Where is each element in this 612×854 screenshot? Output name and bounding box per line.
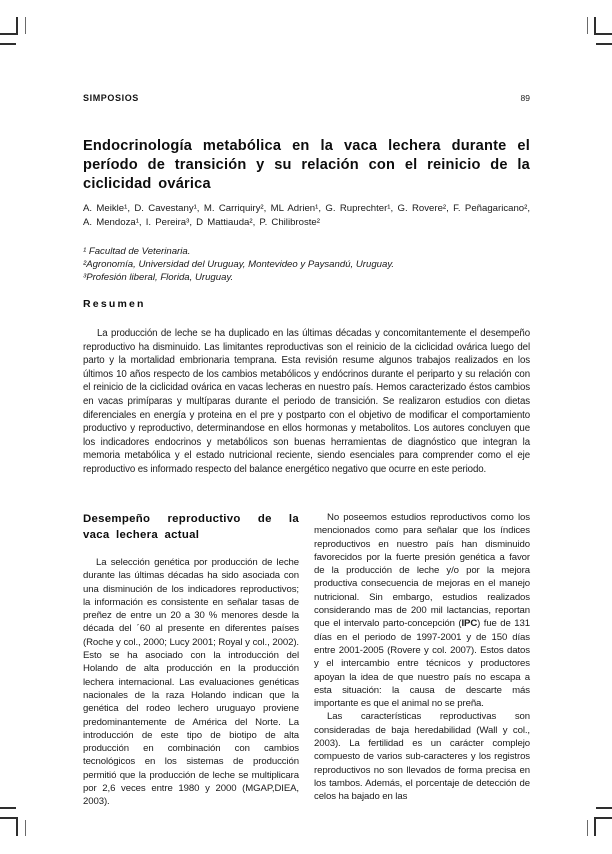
crop-mark-top-right bbox=[596, 43, 612, 45]
crop-mark-bottom-left bbox=[0, 807, 16, 809]
crop-mark-bottom-left bbox=[25, 820, 26, 836]
abstract-heading: Resumen bbox=[83, 298, 146, 310]
section-label: SIMPOSIOS bbox=[83, 93, 139, 103]
paragraph-segment: ) fue de 131 días en el periodo de 1997-2001 y de 150 días entre 2001-2005 (Rovere y col. 2007). Estos datos y el intercambio entre técnicos y productores apoyan la idea de que nuestro país no escapa a esta situación: la causa de descarte más importante es que el animal no se preña. bbox=[314, 618, 530, 710]
affiliation-line: ¹ Facultad de Veterinaria. bbox=[83, 246, 191, 257]
affiliations bbox=[83, 245, 530, 284]
abstract-text: La producción de leche se ha duplicado en las últimas décadas y concomitantemente el desempeño reproductivo ha disminuido. Las limitantes reproductivas son el reinicio de la ciclicidad ovárica luego del parto y la mortalidad embrionaria temprana. Esta revisión resume algunos trabajos realizados en los últimos 10 años respecto de los cambios metabólicos y endócrinos durante el periparto y su relación con el reinicio de la ciclicidad ovárica en vacas lecheras en nuestro país. Hemos caracterizado éstos cambios en vacas primíparas y multíparas durante el periodo de transición. Se realizaron estudios con dietas diferenciales en energía y proteina en el pre y postparto con el objetivo de modificar el comportamiento productivo y reproductivo, determinandose en ellos hormonas y metabolitos. Los autores concluyen que los indicadores endocrinos y metabólicos son buenas herramientas de diagnóstico que integran la memoria metabólica y el estado nutricional reciente, siendo esenciales para comprender como el eje reproductivo es informado respecto del balance energético negativo que ocurre en este periodo. bbox=[83, 328, 530, 475]
crop-mark-bottom-left bbox=[0, 817, 17, 819]
body-columns bbox=[83, 511, 530, 809]
section-heading: Desempeño reproductivo de la vaca lechera actual bbox=[83, 513, 299, 541]
crop-mark-bottom-right bbox=[595, 817, 612, 819]
column-left bbox=[83, 511, 299, 809]
crop-mark-top-right bbox=[595, 33, 612, 35]
crop-mark-bottom-left bbox=[16, 817, 18, 836]
ipc-abbreviation: IPC bbox=[461, 618, 478, 630]
paragraph: La selección genética por producción de leche durante las últimas décadas ha sido asociada con una disminución de los indicadores reproductivos; la información es consistente en señalar tasas de preñez de entre un 20 a 30 % menores desde la década del ´60 al presente en diferentes países (Roche y col., 2000; Lucy 2001; Royal y col., 2002). Esto se ha asociado con la introducción del Holando de alta producción en la producción lechera internacional. Las evaluaciones genéticas nacionales de la raza Holando indican que la genética del rodeo lechero uruguayo proviene predominantemente de América del Norte. La introducción de este tipo de biotipo de alta producción en combinación con cambios tecnológicos en los sistemas de producción permitió que la producción de leche se multiplicara por 2,6 veces entre 1980 y 2000 (MGAP,DIEA, 2003). bbox=[83, 557, 299, 808]
authors-line: A. Meikle¹, D. Cavestany¹, M. Carriquiry², ML Adrien¹, G. Ruprechter¹, G. Rovere², F. Peñagaricano², A. Mendoza¹, I. Pereira³, D Mattiauda², P. Chilibroste² bbox=[83, 203, 530, 228]
crop-mark-top-right bbox=[587, 17, 588, 34]
running-header bbox=[83, 93, 530, 103]
column-right bbox=[314, 511, 530, 809]
page-number: 89 bbox=[520, 93, 530, 103]
crop-mark-top-left bbox=[16, 17, 18, 35]
crop-mark-bottom-right bbox=[587, 820, 588, 836]
crop-mark-top-right bbox=[594, 17, 596, 35]
crop-mark-top-left bbox=[0, 33, 17, 35]
paragraph: Las características reproductivas son consideradas de baja heredabilidad (Wall y col., 2003). La fertilidad es un carácter complejo compuesto de varios sub-caracteres y los registros reproductivos no son llevados de forma precisa en los tambos. Además, el porcentaje de detección de celos ha bajado en las bbox=[314, 711, 530, 803]
affiliation-line: ²Agronomía, Universidad del Uruguay, Montevideo y Paysandú, Uruguay. bbox=[83, 259, 395, 270]
article-title: Endocrinología metabólica en la vaca lechera durante el período de transición y su relación con el reinicio de la ciclicidad ovárica bbox=[83, 138, 530, 192]
paragraph bbox=[314, 511, 530, 710]
crop-mark-bottom-right bbox=[596, 807, 612, 809]
paragraph-segment: No poseemos estudios reproductivos como los mencionados como para señalar que los índices reproductivos en nuestro país han disminuido favorecidos por la fuerte presión genética a favor de la producción de leche y/o por la mejora productiva consecuencia de mejoras en el manejo nutricional. Sin embargo, estudios realizados considerando mas de 200 mil lactancias, reportan que el intervalo parto-concepción ( bbox=[314, 512, 530, 630]
affiliation-line: ³Profesión liberal, Florida, Uruguay. bbox=[83, 272, 234, 283]
crop-mark-top-left bbox=[0, 43, 16, 45]
crop-mark-top-left bbox=[25, 17, 26, 34]
crop-mark-bottom-right bbox=[594, 817, 596, 836]
